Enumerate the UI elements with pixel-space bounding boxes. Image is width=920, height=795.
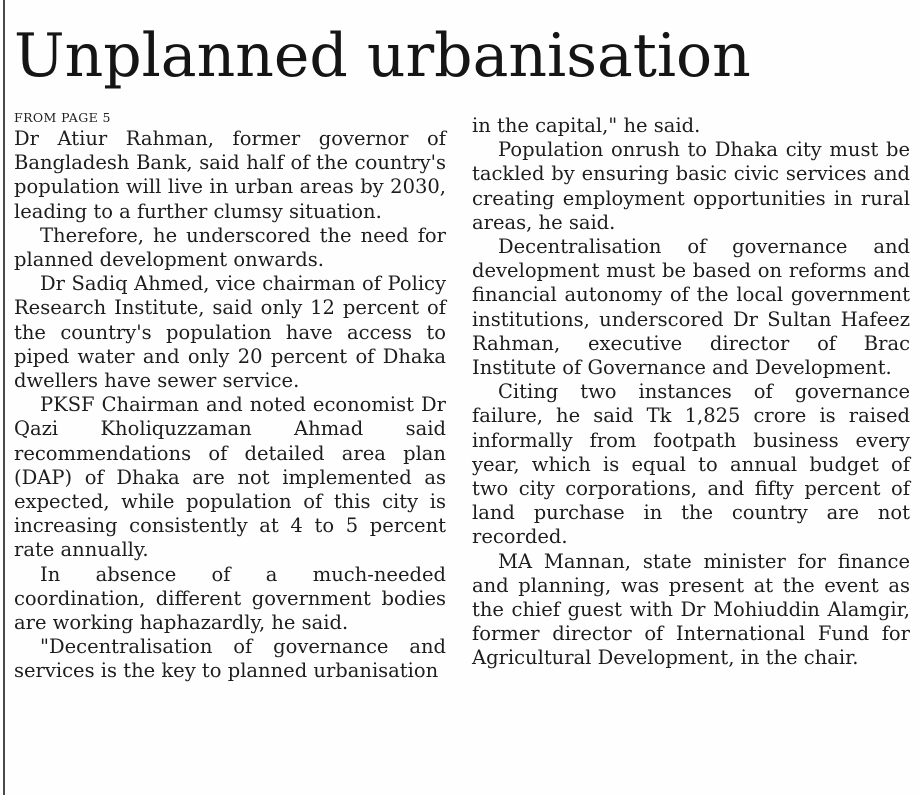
page-edge-rule (3, 0, 5, 795)
paragraph: PKSF Chairman and noted economist Dr Qazi Kholiquzzaman Ahmad said recommendations of detailed area plan (DAP) of Dhaka are not implemented as expected, while population of this city is increasing consistently at 4 to 5 percent rate annually. (14, 393, 446, 562)
paragraph: MA Mannan, state minister for finance and planning, was present at the event as the chief guest with Dr Mohiuddin Alamgir, former director of International Fund for Agricultural Development, in the chair. (472, 549, 910, 670)
paragraph: Dr Sadiq Ahmed, vice chairman of Policy Research Institute, said only 12 percent of the country's population have access to piped water and only 20 percent of Dhaka dwellers have sewer service. (14, 272, 446, 393)
paragraph: Population onrush to Dhaka city must be tackled by ensuring basic civic services and creating employment opportunities in rural areas, he said. (472, 138, 910, 234)
paragraph: Dr Atiur Rahman, former governor of Bangladesh Bank, said half of the country's population will live in urban areas by 2030, leading to a further clumsy situation. (14, 127, 446, 223)
paragraph: in the capital," he said. (472, 114, 701, 137)
paragraph: Decentralisation of governance and development must be based on reforms and financial autonomy of the local government institutions, underscored Dr Sultan Hafeez Rahman, executive director of Brac Institute of Governance and Development. (472, 235, 910, 380)
article-column-left (14, 108, 446, 684)
article-column-right (472, 114, 910, 671)
paragraph: "Decentralisation of governance and services is the key to planned urbanisation (14, 635, 446, 683)
paragraph: In absence of a much-needed coordination, different government bodies are working haphazardly, he said. (14, 562, 446, 635)
headline: Unplanned urbanisation (14, 21, 751, 91)
continuation-kicker: FROM PAGE 5 (14, 110, 111, 125)
paragraph: Citing two instances of governance failure, he said Tk 1,825 crore is raised informally from footpath business every year, which is equal to annual budget of two city corporations, and fifty percent of land purchase in the country are not recorded. (472, 380, 910, 549)
paragraph: Therefore, he underscored the need for planned development onwards. (14, 223, 446, 272)
